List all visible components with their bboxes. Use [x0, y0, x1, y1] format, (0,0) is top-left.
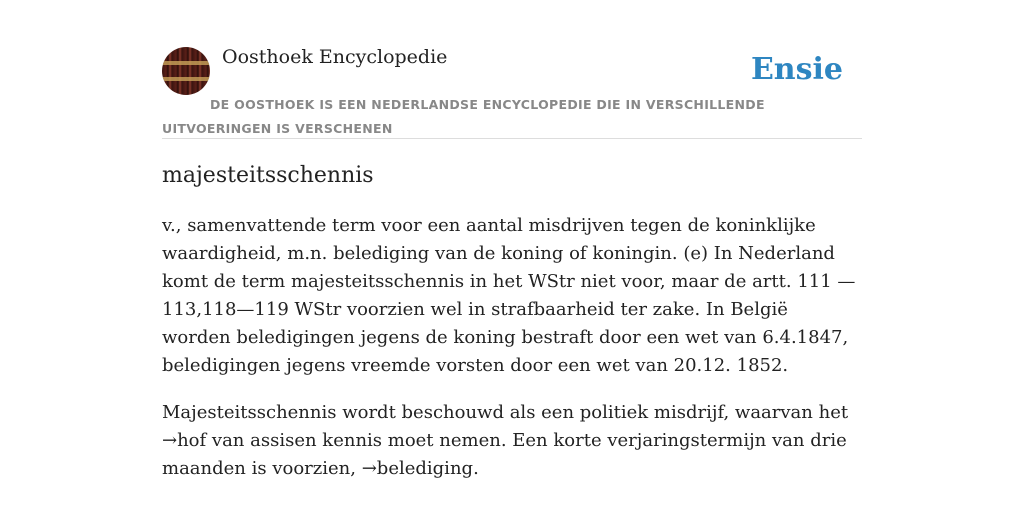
- entry-paragraph-2: [162, 399, 862, 483]
- book-spine-band: [162, 61, 210, 65]
- site-tagline: DE OOSTHOEK IS EEN NEDERLANDSE ENCYCLOPEDIE DIE IN VERSCHILLENDE UITVOERINGEN IS VERSCHENEN: [162, 97, 765, 136]
- ensie-logo-link[interactable]: Ensie: [750, 52, 843, 87]
- page: [162, 0, 862, 483]
- entry-paragraph-1: v., samenvattende term voor een aantal misdrijven tegen de koninklijke waardigheid, m.n. belediging van de koning of koningin. (e) In Nederland komt de term majesteitsschennis in het WStr niet voor, maar de artt. 111 — 113,118—119 WStr voorzien wel in strafbaarheid ter zake. In België worden beledigingen jegens de koning bestraft door een wet van 6.4.1847, beledigingen jegens vreemde vorsten door een wet van 20.12. 1852.: [162, 215, 856, 376]
- site-title[interactable]: Oosthoek Encyclopedie: [222, 46, 448, 68]
- entry-title: majesteitsschennis: [162, 163, 374, 188]
- link-belediging[interactable]: →belediging: [361, 458, 474, 479]
- paragraph-text: .: [473, 458, 479, 479]
- book-spine-band: [162, 77, 210, 81]
- paragraph-text: van assisen kennis moet nemen. Een korte verjaringstermijn van drie maanden is voorzien,: [162, 430, 847, 479]
- encyclopedia-books-avatar[interactable]: [162, 47, 210, 95]
- site-header: [162, 0, 862, 139]
- paragraph-text: Majesteitsschennis wordt beschouwd als een politiek misdrijf, waarvan het: [162, 402, 849, 423]
- link-hof[interactable]: →hof: [162, 430, 207, 451]
